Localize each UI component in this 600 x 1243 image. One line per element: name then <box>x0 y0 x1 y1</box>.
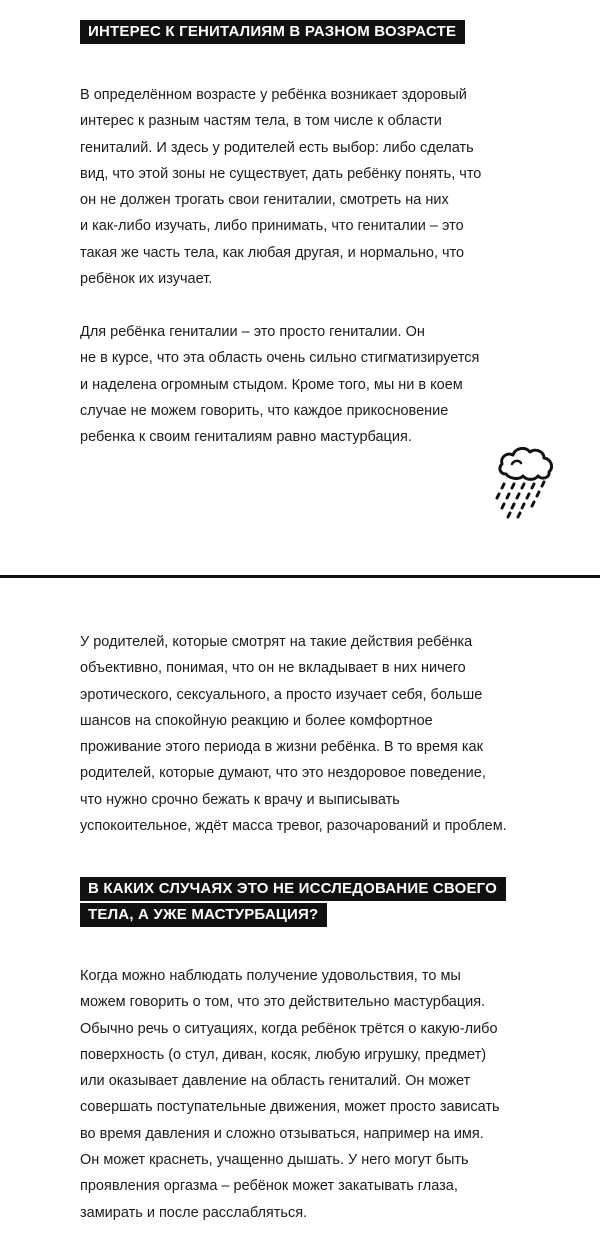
text-line: У родителей, которые смотрят на такие действия ребёнка <box>80 634 473 650</box>
text-line: ребёнок их изучает. <box>80 271 213 288</box>
text-line: поверхность (о стул, диван, косяк, любую игрушку, предмет) <box>80 1046 487 1063</box>
text-line: родителей, которые думают, что это нездоровое поведение, <box>80 765 486 782</box>
text-line: он не должен трогать свои гениталии, смотреть на них <box>80 192 449 209</box>
text-line: совершать поступательные движения, может просто зависать <box>80 1099 500 1116</box>
text-line: можем говорить о том, что это действительно мастурбация. <box>80 994 486 1011</box>
text-line: случае не можем говорить, что каждое прикосновение <box>80 402 449 419</box>
text-line: успокоительное, ждёт масса тревог, разочарований и проблем. <box>80 818 507 835</box>
section2-heading-line-2: ТЕЛА, А УЖЕ МАСТУРБАЦИЯ? <box>80 903 327 927</box>
text-line: Когда можно наблюдать получение удовольствия, то мы <box>80 968 461 984</box>
section2-paragraph-2 <box>80 963 520 1226</box>
text-line: ребенка к своим гениталиям равно мастурбация. <box>80 429 412 446</box>
section2-heading-line-1: В КАКИХ СЛУЧАЯХ ЭТО НЕ ИССЛЕДОВАНИЕ СВОЕГО <box>80 877 506 901</box>
text-line: Обычно речь о ситуациях, когда ребёнок трётся о какую-либо <box>80 1020 498 1037</box>
section-divider <box>0 575 600 578</box>
text-line: интерес к разным частям тела, в том числе к области <box>80 113 442 130</box>
text-line: такая же часть тела, как любая другая, и нормально, что <box>80 244 465 261</box>
section1-paragraph-2 <box>80 319 520 450</box>
text-line: эротического, сексуального, а просто изучает себя, больше <box>80 686 483 703</box>
section1-heading-line-1: ИНТЕРЕС К ГЕНИТАЛИЯМ В РАЗНОМ ВОЗРАСТЕ <box>80 20 465 44</box>
text-line: объективно, понимая, что он не вкладывает в них ничего <box>80 660 466 677</box>
text-line: что нужно срочно бежать к врачу и выписывать <box>80 791 400 808</box>
text-line: не в курсе, что эта область очень сильно стигматизируется <box>80 350 480 367</box>
text-line: шансов на спокойную реакцию и более комфортное <box>80 712 433 729</box>
section2-heading <box>80 877 506 927</box>
text-line: проявления оргазма – ребёнок может закатывать глаза, <box>80 1178 458 1195</box>
section1-heading <box>80 20 465 44</box>
section1-paragraph-1 <box>80 82 520 292</box>
text-line: проживание этого периода в жизни ребёнка. В то время как <box>80 739 483 756</box>
text-line: Он может краснеть, учащенно дышать. У него могут быть <box>80 1152 469 1169</box>
text-line: или оказывает давление на область гениталий. Он может <box>80 1073 471 1090</box>
text-line: В определённом возрасте у ребёнка возникает здоровый <box>80 87 467 103</box>
text-line: гениталий. И здесь у родителей есть выбор: либо сделать <box>80 139 474 156</box>
text-line: и наделена огромным стыдом. Кроме того, мы ни в коем <box>80 376 463 393</box>
rain-cloud-icon <box>490 444 562 520</box>
text-line: Для ребёнка гениталии – это просто гениталии. Он <box>80 324 425 340</box>
text-line: и как-либо изучать, либо принимать, что гениталии – это <box>80 218 464 235</box>
text-line: вид, что этой зоны не существует, дать ребёнку понять, что <box>80 165 482 182</box>
text-line: замирать и после расслабляться. <box>80 1204 308 1221</box>
text-line: во время давления и сложно отзываться, например на имя. <box>80 1125 484 1142</box>
section2-paragraph-1 <box>80 629 520 839</box>
